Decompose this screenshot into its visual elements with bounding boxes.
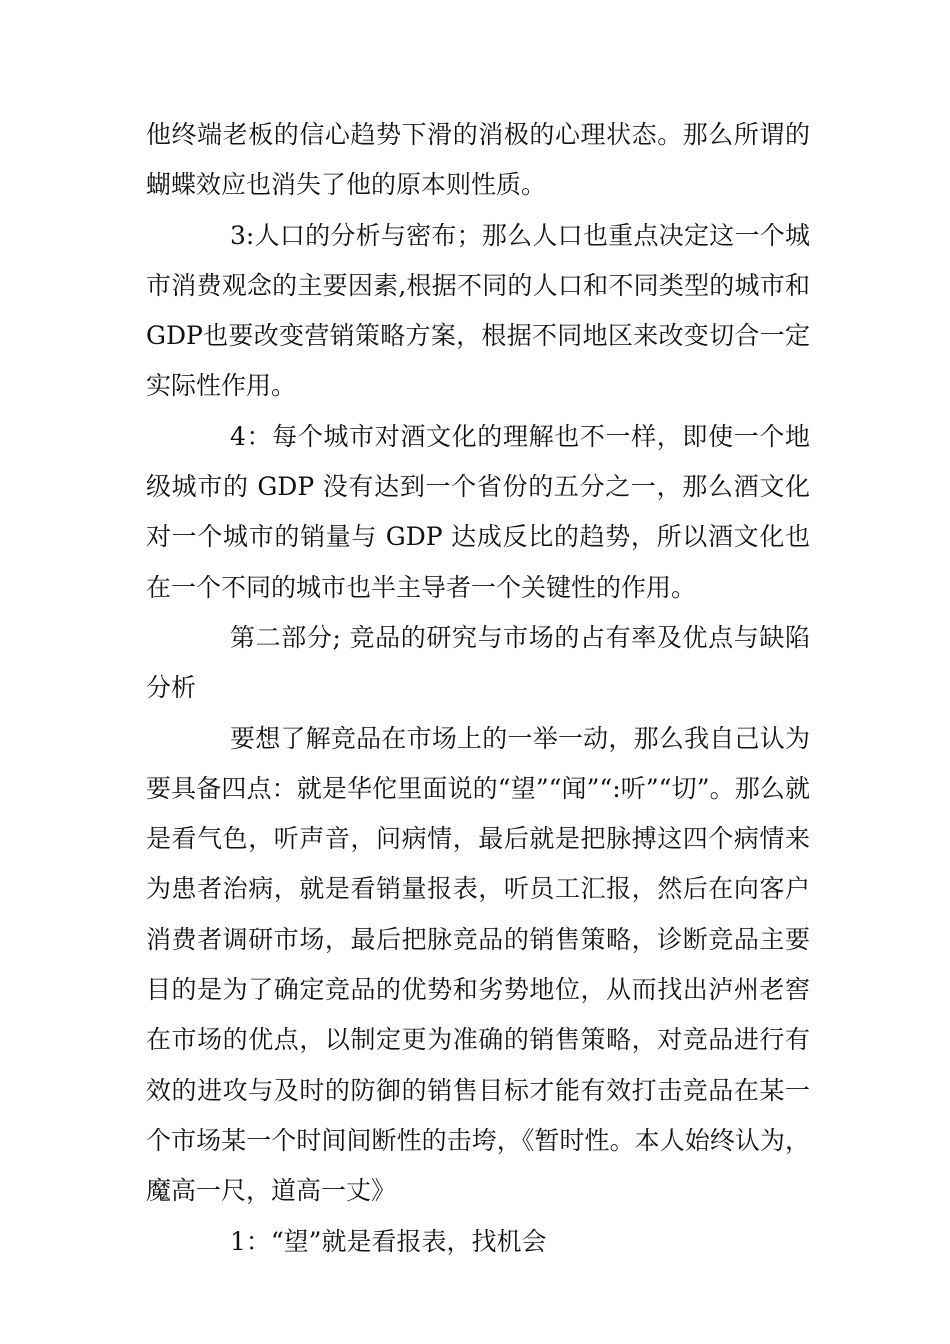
paragraph-continuation: 他终端老板的信心趋势下滑的消极的心理状态。那么所谓的蝴蝶效应也消失了他的原本则性质。: [146, 120, 810, 200]
paragraph-population-analysis: 3:人口的分析与密布；那么人口也重点决定这一个城市消费观念的主要因素,根据不同的人口和不同类型的城市和GDP也要改变营销策略方案，根据不同地区来改变切合一定实际性作用。: [146, 220, 810, 401]
document-body: [146, 110, 810, 1267]
section-heading-part-two: 第二部分; 竞品的研究与市场的占有率及优点与缺陷分析: [146, 622, 810, 703]
paragraph-look-reports: 1：“望”就是看报表，找机会: [230, 1226, 547, 1256]
paragraph-competitor-study: 要想了解竞品在市场上的一举一动，那么我自己认为要具备四点：就是华佗里面说的“望”“闻”“:听”“切”。那么就是看气色，听声音，问病情，最后就是把脉搏这四个病情来为患者治病，就是看销量报表，听员工汇报，然后在向客户消费者调研市场，最后把脉竞品的销售策略，诊断竞品主要目的是为了确定竞品的优势和劣势地位，从而找出泸州老窖在市场的优点，以制定更为准确的销售策略，对竞品进行有效的进攻与及时的防御的销售目标才能有效打击竞品在某一个市场某一个时间间断性的击垮，《暂时性。本人始终认为，魔高一尺，道高一丈》: [146, 723, 810, 1206]
paragraph-wine-culture: 4：每个城市对酒文化的理解也不一样，即使一个地级城市的 GDP 没有达到一个省份的五分之一，那么酒文化对一个城市的销量与 GDP 达成反比的趋势，所以酒文化也在一个不同的城市也半主导者一个关键性的作用。: [146, 421, 810, 602]
